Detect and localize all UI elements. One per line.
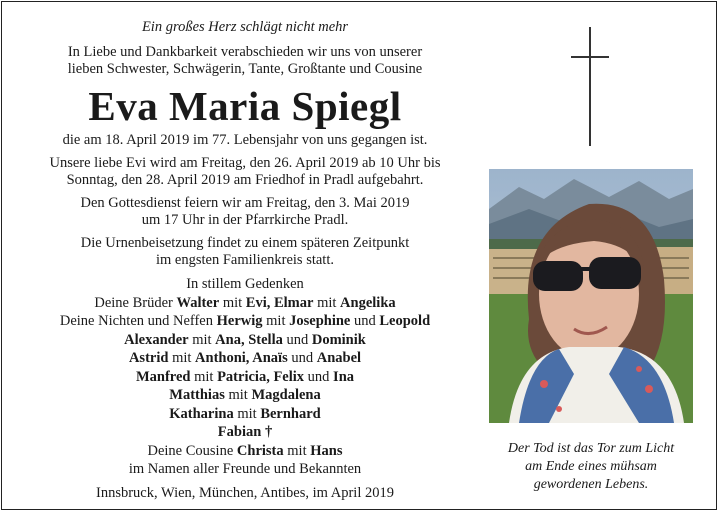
memory-heading: In stillem Gedenken [186,276,304,292]
mourner-line [10,442,480,461]
mourner-name: † [261,424,273,440]
intro-line-2: lieben Schwester, Schwägerin, Tante, Großtante und Cousine [67,61,423,77]
mourner-name: Patricia, Felix [217,368,305,385]
urn-line-1: Die Urnenbeisetzung findet zu einem späteren Zeitpunkt [80,235,410,251]
viewing-line-2: Sonntag, den 28. April 2019 am Friedhof in Pradl aufgebahrt. [66,172,424,188]
intro-line-1: In Liebe und Dankbarkeit verabschieden wir uns von unserer [67,44,423,60]
mourner-name: Josephine [289,313,351,329]
mourner-name: Bernhard [260,405,321,422]
mourner-name: Hans [310,442,343,459]
cross-icon [571,27,609,146]
mourner-name: Fabian [217,424,262,440]
mourner-text: mit [188,331,216,348]
mourner-line [10,460,480,479]
closing-quote [488,440,694,494]
mourner-text: mit [168,350,196,366]
death-line: die am 18. April 2019 im 77. Lebensjahr von uns gegangen ist. [62,132,428,148]
mourner-name: Manfred [135,368,191,385]
mourner-name: Astrid [128,350,169,366]
mourner-text: mit [190,368,218,385]
mourner-name: Anthoni, Anaïs [195,350,288,366]
mourner-text: und [350,313,380,329]
mourner-text: und [287,350,317,366]
place-date: Innsbruck, Wien, München, Antibes, im April 2019 [96,484,394,501]
service-line-2: um 17 Uhr in der Pfarrkirche Pradl. [141,212,349,228]
mourner-name: Evi, Elmar [245,294,314,311]
urn-line-2: im engsten Familienkreis statt. [155,252,334,268]
mourner-name: Ina [333,368,355,385]
mourner-name: Dominik [311,331,366,348]
mourner-name: Matthias [169,387,225,403]
portrait-photo [489,169,693,423]
mourner-text: mit [262,313,290,329]
mourner-text: mit [219,294,246,311]
mourner-text: im Namen aller Freunde und Bekannten [128,461,362,477]
quote-line-3: gewordenen Lebens. [533,477,649,492]
mourner-text: Deine Nichten und Neffen [59,313,217,329]
motto: Ein großes Herz schlägt nicht mehr [141,19,349,35]
mourner-name: Katharina [169,405,234,422]
mourner-line [10,312,480,331]
notice-main-text [10,18,480,502]
mourner-text: Deine Brüder [94,294,177,311]
mourner-line [10,423,480,442]
mourner-name: Herwig [216,313,263,329]
mourner-line [10,294,480,313]
mourner-line [10,331,480,350]
mourners-list [10,294,480,479]
mourner-name: Magdalena [251,387,321,403]
quote-line-1: Der Tod ist das Tor zum Licht [507,441,675,456]
mourner-line [10,386,480,405]
mourner-text: und [304,368,334,385]
mourner-name: Alexander [124,331,189,348]
mourner-line [10,368,480,387]
mourner-name: Christa [236,442,284,459]
mourner-text: mit [283,442,311,459]
mourner-text: Deine Cousine [147,442,237,459]
mourner-name: Angelika [340,294,396,311]
mourner-name: Anabel [316,350,362,366]
quote-line-2: am Ende eines mühsam [525,459,657,474]
mourner-line [10,405,480,424]
mourner-text: und [282,331,312,348]
mourner-text: mit [233,405,261,422]
service-line-1: Den Gottesdienst feiern wir am Freitag, den 3. Mai 2019 [80,195,410,211]
mourner-name: Leopold [379,313,431,329]
deceased-name: Eva Maria Spiegl [88,83,402,129]
mourner-text: mit [224,387,252,403]
mourner-name: Walter [176,294,220,311]
viewing-line-1: Unsere liebe Evi wird am Freitag, den 26. April 2019 ab 10 Uhr bis [49,155,441,171]
mourner-name: Ana, Stella [215,331,283,348]
mourner-line [10,349,480,368]
mourner-text: mit [313,294,341,311]
